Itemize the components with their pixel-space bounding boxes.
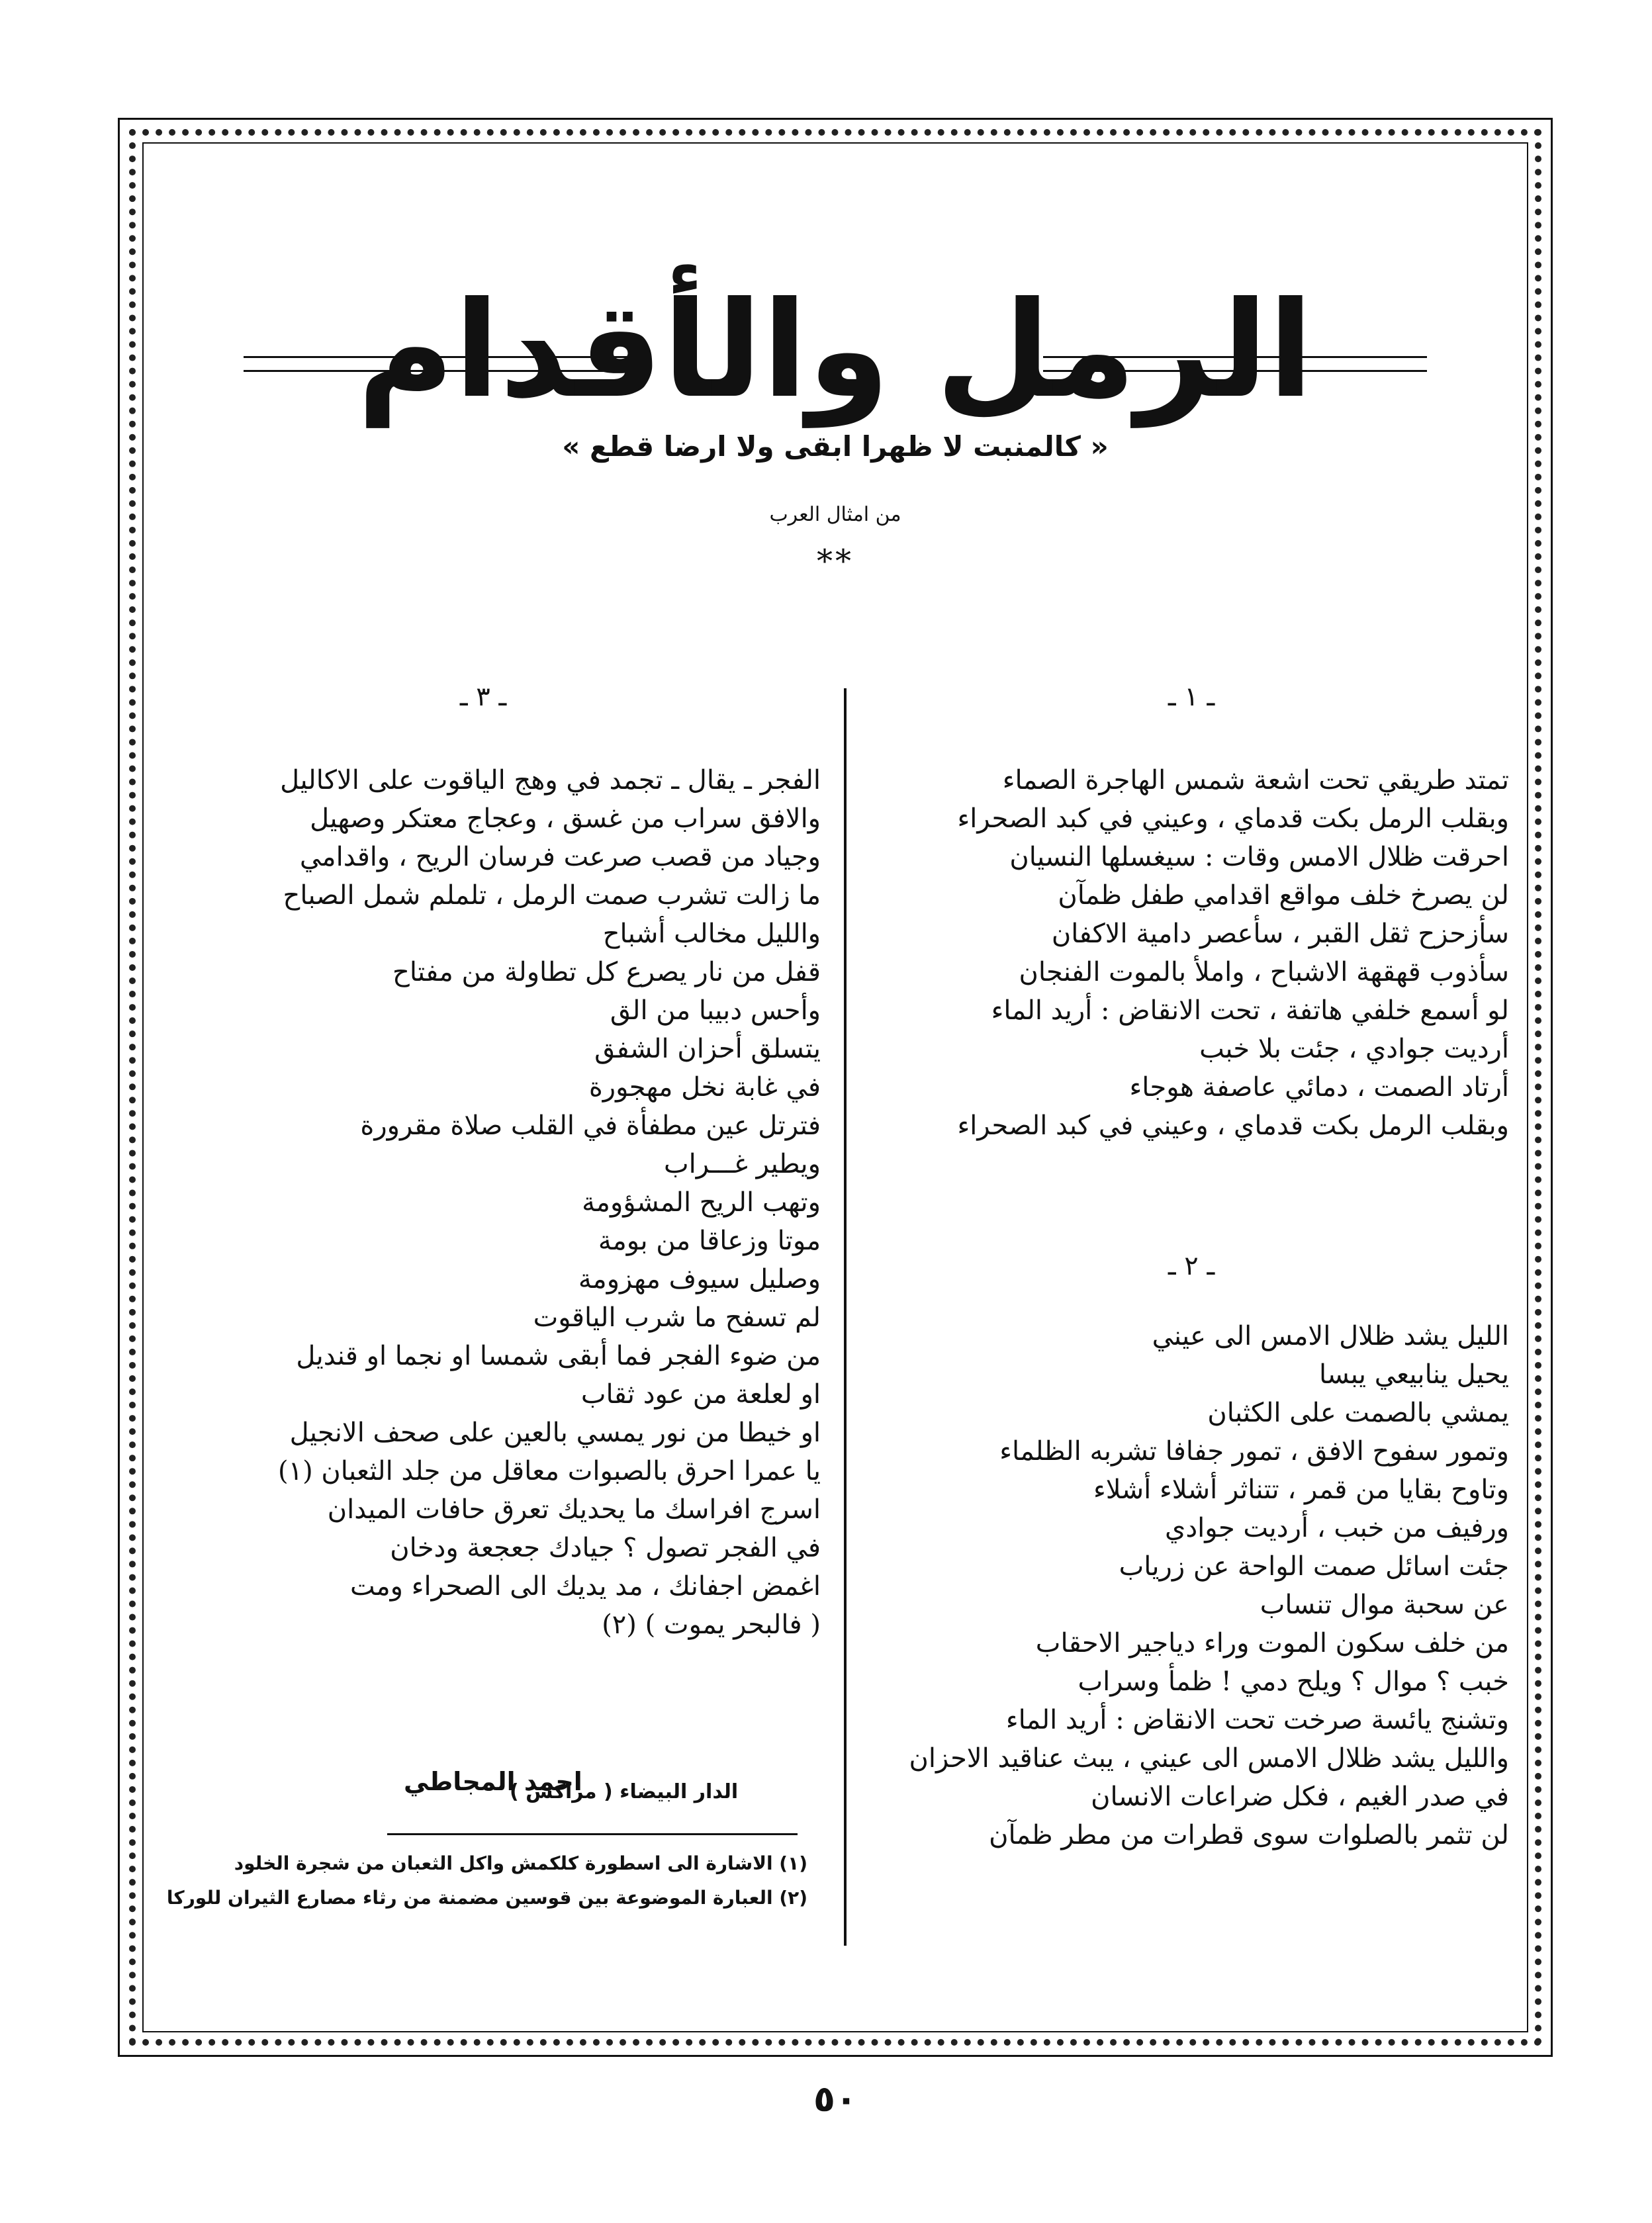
verse-line: في غابة نخل مهجورة <box>588 1072 821 1103</box>
epigraph-source: من امثال العرب <box>769 503 901 526</box>
verse-line: وبقلب الرمل بكت قدماي ، وعيني في كبد الصحراء <box>957 803 1509 834</box>
poem-title: الرمل والأقدام <box>357 273 1314 428</box>
verse-line: وتشنج يائسة صرخت تحت الانقاض : أريد الماء <box>1005 1705 1509 1735</box>
verse-line: تمتد طريقي تحت اشعة شمس الهاجرة الصماء <box>1002 765 1509 795</box>
section-1-verses <box>874 761 1509 1145</box>
verse-line: لو أسمع خلفي هاتفة ، تحت الانقاض : أريد الماء <box>991 995 1509 1026</box>
verse-line: والليل مخالب أشباح <box>602 919 821 949</box>
verse-line: ما زالت تشرب صمت الرمل ، تلملم شمل الصباح <box>283 880 821 911</box>
verse-line: لم تسفح ما شرب الياقوت <box>533 1302 821 1333</box>
verse-line: من ضوء الفجر فما أبقى شمسا او نجما او قنديل <box>296 1341 821 1371</box>
verse-line: اغمض اجفانك ، مد يديك الى الصحراء ومت <box>349 1571 821 1602</box>
verse-line: أرتاد الصمت ، دمائي عاصفة هوجاء <box>1129 1072 1509 1103</box>
verse-line: يحيل ينابيعي يبسا <box>1318 1359 1509 1390</box>
section-2-verses <box>874 1317 1509 1854</box>
verse-line: فترتل عين مطفأة في القلب صلاة مقرورة <box>360 1111 821 1141</box>
verse-line: ويطير غـــراب <box>663 1149 821 1179</box>
verse-line: اسرج افراسك ما يحديك تعرق حافات الميدان <box>327 1494 821 1525</box>
verse-line: موتا وزعاقا من بومة <box>598 1226 821 1256</box>
verse-line: وجياد من قصب صرعت فرسان الريح ، واقدامي <box>299 842 821 872</box>
verse-line: ورفيف من خبب ، أرديت جوادي <box>1165 1513 1509 1543</box>
verse-line: قفل من نار يصرع كل تطاولة من مفتاح <box>392 957 821 987</box>
verse-line: الفجر ـ يقال ـ تجمد في وهج الياقوت على الاكاليل <box>280 765 821 795</box>
section-3-verses <box>185 761 821 1644</box>
author-name: احمد المجاطي <box>404 1767 582 1796</box>
verse-line: الليل يشد ظلال الامس الى عيني <box>1152 1321 1509 1351</box>
verse-line: من خلف سكون الموت وراء دياجير الاحقاب <box>1035 1628 1509 1658</box>
verse-line: والافق سراب من غسق ، وعجاج معتكر وصهيل <box>310 803 821 834</box>
verse-line: يا عمرا احرق بالصبوات معاقل من جلد الثعبان (١) <box>277 1456 821 1486</box>
verse-line: لن يصرخ خلف مواقع اقدامي طفل ظمآن <box>1058 880 1509 911</box>
epigraph: « كالمنبت لا ظهرا ابقى ولا ارضا قطع » <box>562 430 1109 463</box>
verse-line: لن تثمر بالصلوات سوى قطرات من مطر ظمآن <box>989 1820 1509 1850</box>
verse-line: يمشي بالصمت على الكثبان <box>1207 1398 1509 1428</box>
verse-line: في صدر الغيم ، فكل ضراعات الانسان <box>1091 1782 1509 1812</box>
footnote-rule <box>387 1833 798 1835</box>
verse-line: او لعلعة من عود ثقاب <box>580 1379 821 1410</box>
section-3-number: ـ ٣ ـ <box>459 682 507 712</box>
verse-line: والليل يشد ظلال الامس الى عيني ، يبث عناقيد الاحزان <box>909 1743 1509 1774</box>
title-block <box>118 238 1553 437</box>
footnote: (٢) العبارة الموضوعة بين قوسين مضمنة من رثاء مصارع الثيران للوركا <box>166 1887 807 1909</box>
verse-line: ( فالبحر يموت ) (٢) <box>602 1610 821 1640</box>
verse-line: وصليل سيوف مهزومة <box>578 1264 821 1294</box>
verse-line: في الفجر تصول ؟ جيادك جعجعة ودخان <box>390 1533 821 1563</box>
verse-line: خبب ؟ موال ؟ ويلح دمي ! ظمأ وسراب <box>1078 1666 1509 1697</box>
verse-line: يتسلق أحزان الشفق <box>594 1034 821 1064</box>
page-number: ٥٠ <box>813 2078 857 2120</box>
verse-line: أرديت جوادي ، جئت بلا خبب <box>1199 1034 1509 1064</box>
author-place: الدار البيضاء ( مراكش ) <box>510 1780 739 1803</box>
verse-line: عن سحبة موال تنساب <box>1260 1590 1509 1620</box>
verse-line: جئت اسائل صمت الواحة عن زرياب <box>1119 1551 1509 1582</box>
verse-line: وتهب الريح المشؤومة <box>582 1187 821 1218</box>
verse-line: او خيطا من نور يمسي بالعين على صحف الانجيل <box>289 1418 821 1448</box>
separator-stars: ** <box>817 543 854 580</box>
section-1-number: ـ ١ ـ <box>1168 682 1215 712</box>
footnotes <box>159 1846 807 1915</box>
verse-line: وتاوح بقايا من قمر ، تتناثر أشلاء أشلاء <box>1093 1474 1509 1505</box>
verse-line: احرقت ظلال الامس وقات : سيغسلها النسيان <box>1009 842 1509 872</box>
footnote: (١) الاشارة الى اسطورة كلكمش واكل الثعبان من شجرة الخلود <box>234 1852 807 1874</box>
section-2-number: ـ ٢ ـ <box>1168 1251 1215 1281</box>
verse-line: وتمور سفوح الافق ، تمور جفافا تشربه الظلماء <box>999 1436 1509 1467</box>
verse-line: سأذوب قهقهة الاشباح ، واملأ بالموت الفنجان <box>1019 957 1509 987</box>
verse-line: وأحس دبيبا من الق <box>610 995 821 1026</box>
verse-line: سأزحزح ثقل القبر ، سأعصر دامية الاكفان <box>1051 919 1509 949</box>
column-divider <box>844 688 847 1946</box>
verse-line: وبقلب الرمل بكت قدماي ، وعيني في كبد الصحراء <box>957 1111 1509 1141</box>
